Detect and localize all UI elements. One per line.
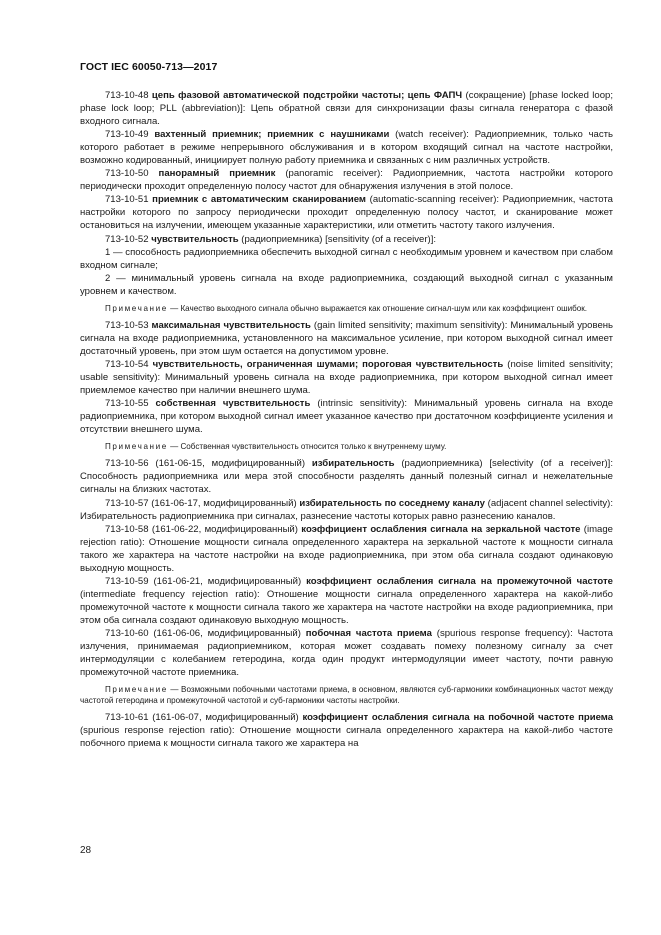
entry-713-10-54: 713-10-54 чувствительность, ограниченная шумами; пороговая чувствительность (noise limited sensitivity; usable sensitivity): Минимальный уровень сигнала на входе радиоприемника, при котором выходной сигнал имеет приемлемое качество при наличии внешнего шума.	[80, 358, 613, 397]
entry-713-10-56: 713-10-56 (161-06-15, модифицированный) избирательность (радиоприемника) [selectivity (of a receiver)]: Способность радиоприемника или мера этой способности разделять данный полезный сигнал и нежелательные сигналы на близких частотах.	[80, 458, 613, 496]
term: коэффициент ослабления сигнала на промежуточной частоте	[306, 575, 613, 587]
definition-item: 2 — минимальный уровень сигнала на входе радиоприемника, создающий выходной сигнал с указанным уровнем и качеством.	[80, 272, 613, 297]
term: избирательность по соседнему каналу	[299, 497, 485, 509]
term: панорамный приемник	[158, 168, 276, 180]
entry-713-10-57: 713-10-57 (161-06-17, модифицированный) избирательность по соседнему каналу (adjacent channel selectivity): Избирательность радиоприемника при сигналах, разнесение частоты которых равно разнесению каналов.	[80, 497, 613, 522]
entry-713-10-50: 713-10-50 панорамный приемник (panoramic receiver): Радиоприемник, частота настройки которого периодически проходит определенную полосу частот для обнаружения излучения в этой полосе.	[80, 168, 613, 193]
entry-713-10-61: 713-10-61 (161-06-07, модифицированный) коэффициент ослабления сигнала на побочной частоте приема (spurious response rejection ratio): Отношение мощности сигнала определенного характера на какой-либо частоте побочного приема к мощности сигнала такого же характера на	[80, 712, 613, 750]
entry-713-10-59: 713-10-59 (161-06-21, модифицированный) коэффициент ослабления сигнала на промежуточной частоте (intermediate frequency rejection ratio): Отношение мощности сигнала определенного характера на какой-либо промежуточной частоте к мощности сигнала такого же характера на частоте настройки на входе радиоприемника, при этом оба сигнала создают одинаковую выходную мощность.	[80, 575, 613, 626]
note-label: Примечание	[105, 303, 168, 313]
page-number: 28	[80, 845, 92, 856]
term: чувствительность, ограниченная шумами; пороговая чувствительность	[152, 358, 504, 370]
term: вахтенный приемник; приемник с наушниками	[154, 129, 390, 141]
entry-713-10-52: 713-10-52 чувствительность (радиоприемника) [sensitivity (of a receiver)]:	[105, 233, 437, 245]
term: максимальная чувствительность	[151, 319, 311, 331]
term: цепь фазовой автоматической подстройки частоты; цепь ФАПЧ	[151, 90, 463, 101]
term: избирательность	[311, 458, 395, 470]
entry-713-10-49: 713-10-49 вахтенный приемник; приемник с наушниками (watch receiver): Радиоприемник, только часть которого работает в режиме непрерывного обслуживания и в котором входящий сигнал на частоте настройки, возможно кодированный, инициирует полную работу приемника и связанных с ним различных устройств.	[80, 129, 613, 167]
entry-713-10-55: 713-10-55 собственная чувствительность (intrinsic sensitivity): Минимальный уровень сигнала на входе радиоприемника, при котором выходной сигнал имеет указанное качество при достаточном коэффициенте усиления и отсутствии внешнего шума.	[80, 398, 613, 436]
term: собственная чувствительность	[155, 398, 311, 410]
document-body	[80, 89, 613, 750]
term: чувствительность	[151, 233, 239, 245]
entry-713-10-53: 713-10-53 максимальная чувствительность (gain limited sensitivity; maximum sensitivity): Минимальный уровень сигнала на входе радиоприемника, установленного на максимальное усиление, при котором выходной сигнал имеет достаточный уровень, при этом шум остается на допустимом уровне.	[80, 319, 613, 357]
entry-713-10-58: 713-10-58 (161-06-22, модифицированный) коэффициент ослабления сигнала на зеркальной частоте (image rejection ratio): Отношение мощности сигнала определенного характера на зеркальной частоте к мощности сигнала такого же характера на частоте настройки на входе радиоприемника, при этом оба сигнала создают одинаковую выходную мощность.	[80, 523, 613, 574]
note: Примечание — Возможными побочными частотами приема, в основном, являются суб-гармоники комбинационных частот между частотой гетеродина и промежуточной частотой и суб-гармоники частоты настройки.	[80, 685, 613, 706]
document-header: ГОСТ IEC 60050-713—2017	[80, 61, 218, 73]
term: побочная частота приема	[305, 627, 432, 639]
entry-713-10-48: 713-10-48 цепь фазовой автоматической подстройки частоты; цепь ФАПЧ (сокращение) [phase locked loop; phase lock loop; PLL (abbreviation)]: Цепь обратной связи для синхронизации фазы сигнала генератора с фазой входного сигнала.	[80, 90, 613, 128]
term: коэффициент ослабления сигнала на побочной частоте приема	[302, 712, 613, 724]
term: приемник с автоматическим сканированием	[152, 194, 366, 206]
entry-713-10-60: 713-10-60 (161-06-06, модифицированный) побочная частота приема (spurious response frequency): Частота излучения, принимаемая радиоприемником, которая может создавать помеху полезному сигналу за счет интермодуляции с колебанием гетеродина, когда один продукт интермодуляции имеет частоту, почти равную промежуточной частоте приемника.	[80, 627, 613, 679]
note-label: Примечание	[105, 442, 168, 452]
entry-713-10-51: 713-10-51 приемник с автоматическим сканированием (automatic-scanning receiver): Радиоприемник, частота настройки которого по запросу периодически проходит определенную полосу частот, и сканирование может остановиться на излучении, имеющем указанные характеристики, или отметить частоту такого излучения.	[80, 194, 613, 232]
term: коэффициент ослабления сигнала на зеркальной частоте	[301, 523, 581, 535]
note: Примечание — Собственная чувствительность относится только к внутреннему шуму.	[105, 442, 447, 452]
note-label: Примечание	[105, 685, 168, 695]
note: Примечание — Качество выходного сигнала обычно выражается как отношение сигнал-шум или как коэффициент ошибок.	[105, 303, 588, 313]
definition-item: 1 — способность радиоприемника обеспечить выходной сигнал с необходимым уровнем и качеством при слабом входном сигнале;	[80, 246, 613, 271]
